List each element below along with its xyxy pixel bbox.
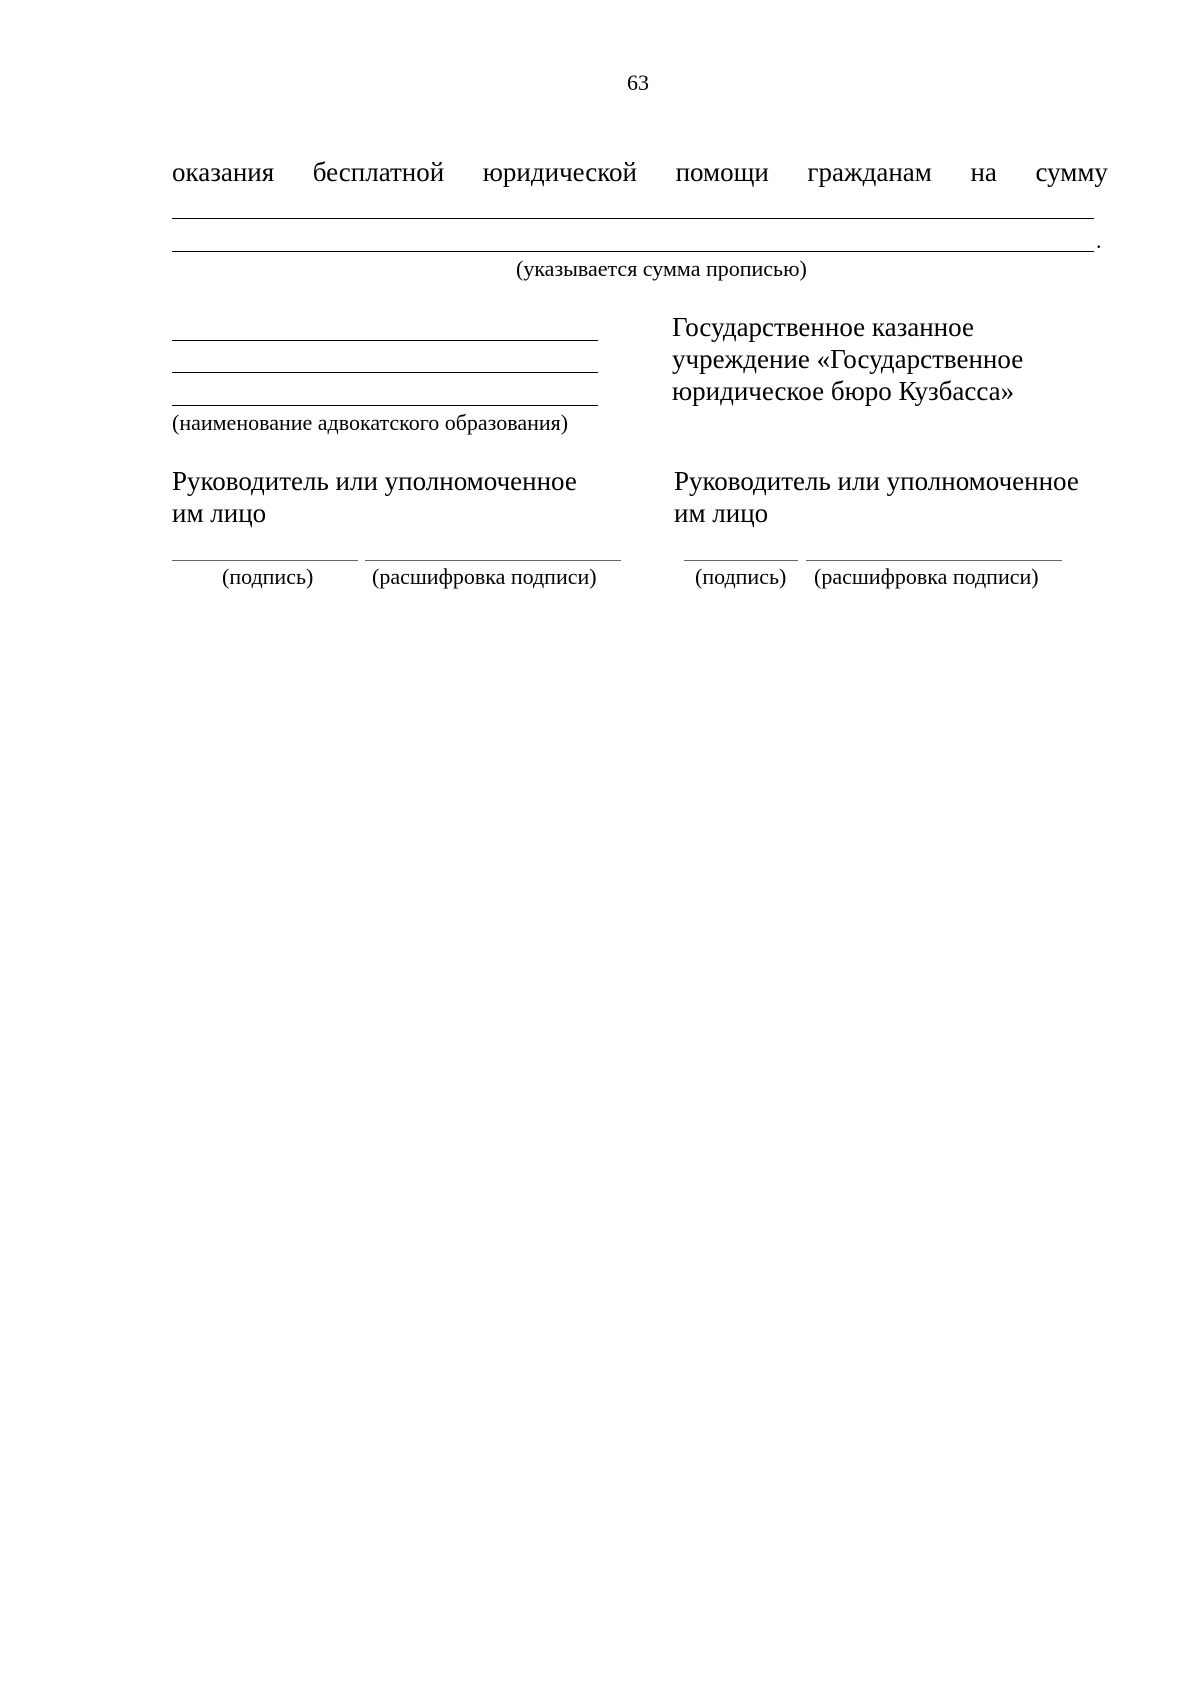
left-signatory-title-line: им лицо	[172, 498, 267, 528]
right-signature-decoding-caption: (расшифровка подписи)	[814, 564, 1039, 589]
intro-word: оказания	[172, 157, 275, 187]
left-signature-decoding-caption: (расшифровка подписи)	[372, 564, 597, 589]
intro-word: сумму	[1035, 157, 1108, 187]
left-signature-caption: (подпись)	[222, 564, 314, 589]
intro-word: юридической	[482, 157, 637, 187]
state-bureau-name-line: Государственное казанное	[672, 312, 974, 342]
left-signature-decoding-line[interactable]	[365, 560, 621, 561]
intro-line	[172, 156, 1108, 188]
page-number: 63	[627, 70, 649, 95]
state-bureau-name-line: учреждение «Государственное	[672, 344, 1024, 374]
amount-line-1[interactable]	[172, 218, 1094, 219]
state-bureau-name-line: юридическое бюро Кузбасса»	[672, 376, 1015, 406]
intro-word: бесплатной	[312, 157, 445, 187]
lawyer-org-name-line-3[interactable]	[172, 405, 598, 406]
right-signature-decoding-line[interactable]	[806, 560, 1062, 561]
right-signatory-title	[674, 465, 1079, 529]
right-signatory-title-line: Руководитель или уполномоченное	[674, 466, 1079, 496]
left-signatory-title-line: Руководитель или уполномоченное	[172, 466, 577, 496]
lawyer-org-name-line-1[interactable]	[172, 340, 598, 341]
amount-end-period: .	[1096, 228, 1102, 253]
intro-word: помощи	[675, 157, 769, 187]
amount-caption: (указывается сумма прописью)	[516, 256, 807, 281]
intro-word: на	[970, 157, 997, 187]
left-signature-line[interactable]	[172, 560, 358, 561]
amount-line-2[interactable]	[172, 251, 1094, 252]
lawyer-org-name-line-2[interactable]	[172, 372, 598, 373]
left-signatory-title	[172, 465, 577, 529]
right-signature-line[interactable]	[684, 560, 798, 561]
lawyer-org-name-caption: (наименование адвокатского образования)	[172, 410, 569, 435]
state-bureau-name	[672, 311, 1023, 407]
right-signature-caption: (подпись)	[695, 564, 787, 589]
right-signatory-title-line: им лицо	[674, 498, 769, 528]
intro-word: гражданам	[807, 157, 932, 187]
